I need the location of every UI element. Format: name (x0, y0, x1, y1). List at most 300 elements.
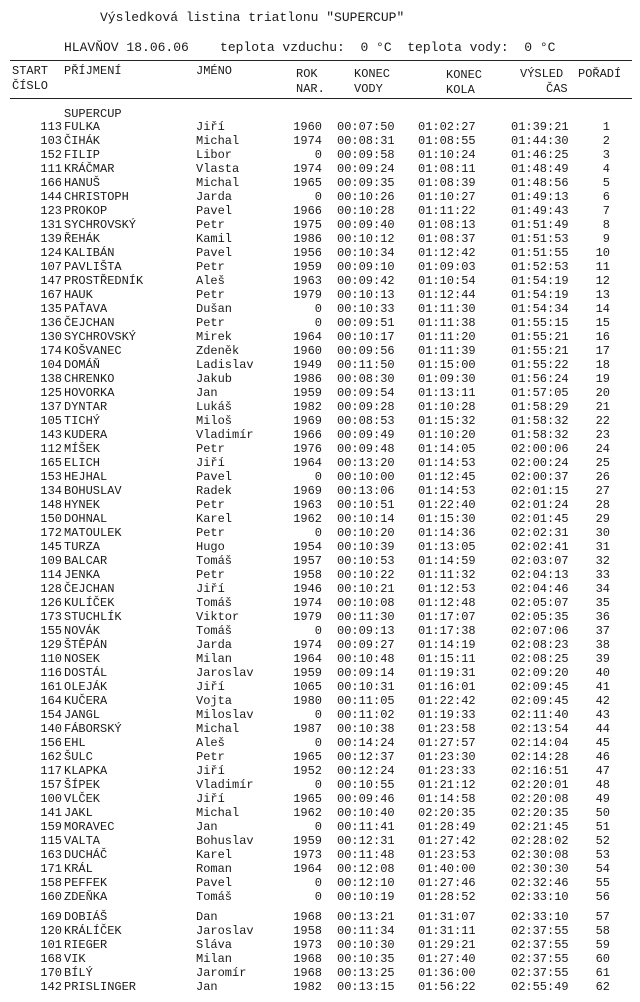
swim-end-time-cell: 00:10:28 (337, 204, 395, 218)
birth-year-cell: 1965 (293, 750, 322, 764)
rank-cell: 3 (602, 148, 610, 162)
bike-end-time-cell: 01:15:00 (418, 358, 476, 372)
bike-end-time-cell: 01:08:13 (418, 218, 476, 232)
result-time-cell: 02:01:15 (511, 484, 569, 498)
bike-end-time-cell: 01:19:31 (418, 666, 476, 680)
table-row (0, 778, 640, 792)
bike-end-time-cell: 01:13:05 (418, 540, 476, 554)
birth-year-cell: 1065 (293, 680, 322, 694)
header-year-line2: NAR. (296, 82, 325, 96)
rank-cell: 8 (602, 218, 610, 232)
result-time-cell: 01:52:53 (511, 260, 569, 274)
rank-cell: 58 (595, 924, 610, 938)
birth-year-cell: 1965 (293, 792, 322, 806)
start-number-cell: 116 (40, 666, 62, 680)
bike-end-time-cell: 01:27:40 (418, 952, 476, 966)
result-time-cell: 02:02:41 (511, 540, 569, 554)
header-top-rule (10, 60, 632, 61)
birth-year-cell: 1965 (293, 176, 322, 190)
start-number-cell: 172 (40, 526, 62, 540)
first-name-cell: Jan (196, 386, 218, 400)
birth-year-cell: 1960 (293, 120, 322, 134)
birth-year-cell: 0 (314, 778, 322, 792)
swim-end-time-cell: 00:10:22 (337, 568, 395, 582)
start-number-cell: 147 (40, 274, 62, 288)
surname-cell: RIEGER (64, 938, 108, 952)
result-time-cell: 01:39:21 (511, 120, 569, 134)
table-row (0, 582, 640, 596)
rank-cell: 36 (595, 610, 610, 624)
bike-end-time-cell: 01:15:30 (418, 512, 476, 526)
surname-cell: ČIHÁK (64, 134, 101, 148)
start-number-cell: 142 (40, 980, 62, 994)
table-row (0, 638, 640, 652)
table-row (0, 526, 640, 540)
birth-year-cell: 1968 (293, 910, 322, 924)
first-name-cell: Jakub (196, 372, 233, 386)
swim-end-time-cell: 00:13:21 (337, 910, 395, 924)
header-water (354, 67, 390, 97)
surname-cell: VALTA (64, 834, 101, 848)
birth-year-cell: 0 (314, 190, 322, 204)
start-number-cell: 123 (40, 204, 62, 218)
bike-end-time-cell: 01:29:21 (418, 938, 476, 952)
swim-end-time-cell: 00:09:40 (337, 218, 395, 232)
bike-end-time-cell: 01:19:33 (418, 708, 476, 722)
first-name-cell: Petr (196, 526, 225, 540)
birth-year-cell: 1980 (293, 694, 322, 708)
table-row (0, 246, 640, 260)
result-time-cell: 02:00:06 (511, 442, 569, 456)
birth-year-cell: 0 (314, 302, 322, 316)
swim-end-time-cell: 00:09:28 (337, 400, 395, 414)
result-time-cell: 02:32:46 (511, 876, 569, 890)
start-number-cell: 120 (40, 924, 62, 938)
bike-end-time-cell: 01:08:11 (418, 162, 476, 176)
surname-cell: ŠULC (64, 750, 93, 764)
header-water-line1: KONEC (354, 67, 391, 81)
rank-cell: 34 (595, 582, 610, 596)
birth-year-cell: 0 (314, 624, 322, 638)
bike-end-time-cell: 01:28:49 (418, 820, 476, 834)
surname-cell: OLEJÁK (64, 680, 108, 694)
first-name-cell: Vladimír (196, 778, 254, 792)
birth-year-cell: 1949 (293, 358, 322, 372)
start-number-cell: 131 (40, 218, 62, 232)
birth-year-cell: 1979 (293, 610, 322, 624)
swim-end-time-cell: 00:10:51 (337, 498, 395, 512)
rank-cell: 54 (595, 862, 610, 876)
surname-cell: DYNTAR (64, 400, 108, 414)
swim-end-time-cell: 00:10:14 (337, 512, 395, 526)
swim-end-time-cell: 00:11:05 (337, 694, 395, 708)
start-number-cell: 173 (40, 610, 62, 624)
header-name (196, 64, 232, 79)
result-time-cell: 02:01:24 (511, 498, 569, 512)
start-number-cell: 165 (40, 456, 62, 470)
birth-year-cell: 1959 (293, 834, 322, 848)
result-time-cell: 01:49:43 (511, 204, 569, 218)
birth-year-cell: 0 (314, 820, 322, 834)
surname-cell: DUCHÁČ (64, 848, 108, 862)
result-time-cell: 01:49:13 (511, 190, 569, 204)
first-name-cell: Miloš (196, 414, 233, 428)
birth-year-cell: 0 (314, 708, 322, 722)
surname-cell: ŠTĚPÁN (64, 638, 108, 652)
birth-year-cell: 1952 (293, 764, 322, 778)
start-number-cell: 145 (40, 540, 62, 554)
result-time-cell: 01:58:32 (511, 414, 569, 428)
rank-cell: 28 (595, 498, 610, 512)
first-name-cell: Pavel (196, 204, 233, 218)
swim-end-time-cell: 00:10:12 (337, 232, 395, 246)
result-time-cell: 01:58:29 (511, 400, 569, 414)
header-result-line2: ČAS (546, 82, 568, 96)
result-time-cell: 02:00:37 (511, 470, 569, 484)
result-time-cell: 02:21:45 (511, 820, 569, 834)
table-row (0, 666, 640, 680)
table-row (0, 806, 640, 820)
first-name-cell: Jaroslav (196, 924, 254, 938)
table-row (0, 876, 640, 890)
table-row (0, 190, 640, 204)
surname-cell: HANUŠ (64, 176, 101, 190)
table-row (0, 302, 640, 316)
bike-end-time-cell: 01:11:30 (418, 302, 476, 316)
table-row (0, 498, 640, 512)
birth-year-cell: 1982 (293, 400, 322, 414)
surname-cell: ELICH (64, 456, 101, 470)
first-name-cell: Jiří (196, 792, 225, 806)
surname-cell: JENKA (64, 568, 101, 582)
results-table (0, 120, 640, 994)
swim-end-time-cell: 00:11:50 (337, 358, 395, 372)
bike-end-time-cell: 01:10:28 (418, 400, 476, 414)
table-row (0, 134, 640, 148)
swim-end-time-cell: 00:12:10 (337, 876, 395, 890)
bike-end-time-cell: 01:27:57 (418, 736, 476, 750)
rank-cell: 11 (595, 260, 610, 274)
birth-year-cell: 1968 (293, 966, 322, 980)
surname-cell: FULKA (64, 120, 101, 134)
result-time-cell: 02:20:08 (511, 792, 569, 806)
rank-cell: 17 (595, 344, 610, 358)
swim-end-time-cell: 00:08:30 (337, 372, 395, 386)
table-row (0, 792, 640, 806)
surname-cell: PEFFEK (64, 876, 108, 890)
result-time-cell: 02:30:30 (511, 862, 569, 876)
surname-cell: NOVÁK (64, 624, 101, 638)
surname-cell: BOHUSLAV (64, 484, 122, 498)
birth-year-cell: 1987 (293, 722, 322, 736)
birth-year-cell: 0 (314, 526, 322, 540)
rank-cell: 42 (595, 694, 610, 708)
first-name-cell: Tomáš (196, 890, 233, 904)
header-surname-line1: PŘÍJMENÍ (64, 64, 122, 78)
result-time-cell: 01:44:30 (511, 134, 569, 148)
first-name-cell: Michal (196, 722, 240, 736)
rank-cell: 15 (595, 316, 610, 330)
header-bike-line2: KOLA (446, 83, 475, 97)
result-time-cell: 02:13:54 (511, 722, 569, 736)
table-row (0, 890, 640, 904)
swim-end-time-cell: 00:09:24 (337, 162, 395, 176)
result-time-cell: 01:55:22 (511, 358, 569, 372)
swim-end-time-cell: 00:14:24 (337, 736, 395, 750)
table-row (0, 764, 640, 778)
table-row (0, 414, 640, 428)
surname-cell: FÁBORSKÝ (64, 722, 122, 736)
swim-end-time-cell: 00:10:26 (337, 190, 395, 204)
bike-end-time-cell: 01:14:53 (418, 456, 476, 470)
birth-year-cell: 1966 (293, 428, 322, 442)
table-row (0, 372, 640, 386)
rank-cell: 33 (595, 568, 610, 582)
rank-cell: 23 (595, 428, 610, 442)
surname-cell: HEJHAL (64, 470, 108, 484)
bike-end-time-cell: 01:11:39 (418, 344, 476, 358)
bike-end-time-cell: 01:40:00 (418, 862, 476, 876)
surname-cell: CHRENKO (64, 372, 115, 386)
bike-end-time-cell: 01:15:11 (418, 652, 476, 666)
table-row (0, 722, 640, 736)
swim-end-time-cell: 00:10:53 (337, 554, 395, 568)
rank-cell: 38 (595, 638, 610, 652)
first-name-cell: Kamil (196, 232, 233, 246)
first-name-cell: Sláva (196, 938, 233, 952)
bike-end-time-cell: 01:11:32 (418, 568, 476, 582)
swim-end-time-cell: 00:08:31 (337, 134, 395, 148)
birth-year-cell: 1958 (293, 568, 322, 582)
header-result (520, 67, 568, 97)
table-row (0, 162, 640, 176)
rank-cell: 47 (595, 764, 610, 778)
table-row (0, 232, 640, 246)
start-number-cell: 139 (40, 232, 62, 246)
start-number-cell: 135 (40, 302, 62, 316)
header-start-line1: START (12, 64, 49, 78)
table-row (0, 966, 640, 980)
swim-end-time-cell: 00:09:13 (337, 624, 395, 638)
rank-cell: 48 (595, 778, 610, 792)
start-number-cell: 112 (40, 442, 62, 456)
first-name-cell: Jarda (196, 190, 233, 204)
birth-year-cell: 1960 (293, 344, 322, 358)
first-name-cell: Tomáš (196, 596, 233, 610)
start-number-cell: 126 (40, 596, 62, 610)
swim-end-time-cell: 00:13:25 (337, 966, 395, 980)
bike-end-time-cell: 01:27:42 (418, 834, 476, 848)
birth-year-cell: 1959 (293, 386, 322, 400)
rank-cell: 27 (595, 484, 610, 498)
birth-year-cell: 1979 (293, 288, 322, 302)
rank-cell: 16 (595, 330, 610, 344)
rank-cell: 59 (595, 938, 610, 952)
table-row (0, 736, 640, 750)
first-name-cell: Bohuslav (196, 834, 254, 848)
rank-cell: 26 (595, 470, 610, 484)
swim-end-time-cell: 00:10:48 (337, 652, 395, 666)
first-name-cell: Petr (196, 442, 225, 456)
swim-end-time-cell: 00:10:21 (337, 582, 395, 596)
result-time-cell: 02:11:40 (511, 708, 569, 722)
first-name-cell: Michal (196, 134, 240, 148)
rank-cell: 2 (602, 134, 610, 148)
result-time-cell: 01:54:19 (511, 288, 569, 302)
swim-end-time-cell: 00:09:49 (337, 428, 395, 442)
bike-end-time-cell: 01:31:07 (418, 910, 476, 924)
start-number-cell: 110 (40, 652, 62, 666)
first-name-cell: Jarda (196, 638, 233, 652)
swim-end-time-cell: 00:09:46 (337, 792, 395, 806)
first-name-cell: Milan (196, 952, 233, 966)
swim-end-time-cell: 00:10:31 (337, 680, 395, 694)
result-time-cell: 02:14:04 (511, 736, 569, 750)
result-time-cell: 02:01:45 (511, 512, 569, 526)
start-number-cell: 164 (40, 694, 62, 708)
surname-cell: SYCHROVSKÝ (64, 218, 137, 232)
rank-cell: 35 (595, 596, 610, 610)
result-time-cell: 02:37:55 (511, 966, 569, 980)
result-time-cell: 02:33:10 (511, 890, 569, 904)
first-name-cell: Petr (196, 218, 225, 232)
swim-end-time-cell: 00:08:53 (337, 414, 395, 428)
result-time-cell: 02:28:02 (511, 834, 569, 848)
first-name-cell: Jiří (196, 764, 225, 778)
table-row (0, 442, 640, 456)
first-name-cell: Hugo (196, 540, 225, 554)
rank-cell: 45 (595, 736, 610, 750)
surname-cell: VLČEK (64, 792, 101, 806)
first-name-cell: Miloslav (196, 708, 254, 722)
swim-end-time-cell: 00:09:35 (337, 176, 395, 190)
swim-end-time-cell: 00:11:48 (337, 848, 395, 862)
table-row (0, 848, 640, 862)
surname-cell: KOŠVANEC (64, 344, 122, 358)
first-name-cell: Jiří (196, 120, 225, 134)
birth-year-cell: 1966 (293, 204, 322, 218)
start-number-cell: 124 (40, 246, 62, 260)
result-time-cell: 02:00:24 (511, 456, 569, 470)
table-row (0, 680, 640, 694)
rank-cell: 46 (595, 750, 610, 764)
birth-year-cell: 1964 (293, 862, 322, 876)
surname-cell: VIK (64, 952, 86, 966)
table-row (0, 176, 640, 190)
swim-end-time-cell: 00:10:34 (337, 246, 395, 260)
birth-year-cell: 1959 (293, 666, 322, 680)
birth-year-cell: 1962 (293, 806, 322, 820)
table-row (0, 708, 640, 722)
rank-cell: 40 (595, 666, 610, 680)
table-row (0, 344, 640, 358)
rank-cell: 39 (595, 652, 610, 666)
table-row (0, 120, 640, 134)
swim-end-time-cell: 00:09:10 (337, 260, 395, 274)
bike-end-time-cell: 01:56:22 (418, 980, 476, 994)
swim-end-time-cell: 00:09:48 (337, 442, 395, 456)
table-row (0, 834, 640, 848)
header-bike (446, 68, 482, 98)
table-row (0, 820, 640, 834)
header-name-line1: JMÉNO (196, 64, 233, 78)
swim-end-time-cell: 00:10:17 (337, 330, 395, 344)
birth-year-cell: 1964 (293, 330, 322, 344)
first-name-cell: Jan (196, 820, 218, 834)
rank-cell: 50 (595, 806, 610, 820)
table-row (0, 512, 640, 526)
swim-end-time-cell: 00:10:40 (337, 806, 395, 820)
birth-year-cell: 0 (314, 316, 322, 330)
swim-end-time-cell: 00:10:00 (337, 470, 395, 484)
table-row (0, 204, 640, 218)
table-row (0, 652, 640, 666)
rank-cell: 14 (595, 302, 610, 316)
swim-end-time-cell: 00:09:42 (337, 274, 395, 288)
bike-end-time-cell: 01:10:20 (418, 428, 476, 442)
swim-end-time-cell: 00:12:31 (337, 834, 395, 848)
bike-end-time-cell: 01:36:00 (418, 966, 476, 980)
first-name-cell: Jaroslav (196, 666, 254, 680)
start-number-cell: 174 (40, 344, 62, 358)
bike-end-time-cell: 01:02:27 (418, 120, 476, 134)
table-row (0, 910, 640, 924)
bike-end-time-cell: 01:12:48 (418, 596, 476, 610)
start-number-cell: 153 (40, 470, 62, 484)
result-time-cell: 01:51:55 (511, 246, 569, 260)
table-row (0, 924, 640, 938)
surname-cell: MÍŠEK (64, 442, 101, 456)
surname-cell: EHL (64, 736, 86, 750)
birth-year-cell: 1974 (293, 162, 322, 176)
table-row (0, 316, 640, 330)
swim-end-time-cell: 00:09:58 (337, 148, 395, 162)
rank-cell: 57 (595, 910, 610, 924)
table-row (0, 624, 640, 638)
birth-year-cell: 1956 (293, 246, 322, 260)
surname-cell: ČEJCHAN (64, 582, 115, 596)
birth-year-cell: 1974 (293, 134, 322, 148)
start-number-cell: 144 (40, 190, 62, 204)
surname-cell: JANGL (64, 708, 101, 722)
bike-end-time-cell: 01:08:39 (418, 176, 476, 190)
birth-year-cell: 0 (314, 470, 322, 484)
result-time-cell: 02:05:35 (511, 610, 569, 624)
table-row (0, 952, 640, 966)
birth-year-cell: 1969 (293, 414, 322, 428)
start-number-cell: 154 (40, 708, 62, 722)
swim-end-time-cell: 00:10:33 (337, 302, 395, 316)
start-number-cell: 159 (40, 820, 62, 834)
start-number-cell: 167 (40, 288, 62, 302)
first-name-cell: Jan (196, 980, 218, 994)
swim-end-time-cell: 00:12:24 (337, 764, 395, 778)
start-number-cell: 171 (40, 862, 62, 876)
result-time-cell: 01:48:49 (511, 162, 569, 176)
bike-end-time-cell: 01:31:11 (418, 924, 476, 938)
rank-cell: 19 (595, 372, 610, 386)
result-time-cell: 01:55:21 (511, 344, 569, 358)
birth-year-cell: 1962 (293, 512, 322, 526)
result-time-cell: 02:37:55 (511, 938, 569, 952)
swim-end-time-cell: 00:12:37 (337, 750, 395, 764)
result-time-cell: 02:14:28 (511, 750, 569, 764)
surname-cell: PROKOP (64, 204, 108, 218)
bike-end-time-cell: 01:14:19 (418, 638, 476, 652)
first-name-cell: Petr (196, 316, 225, 330)
rank-cell: 56 (595, 890, 610, 904)
start-number-cell: 137 (40, 400, 62, 414)
